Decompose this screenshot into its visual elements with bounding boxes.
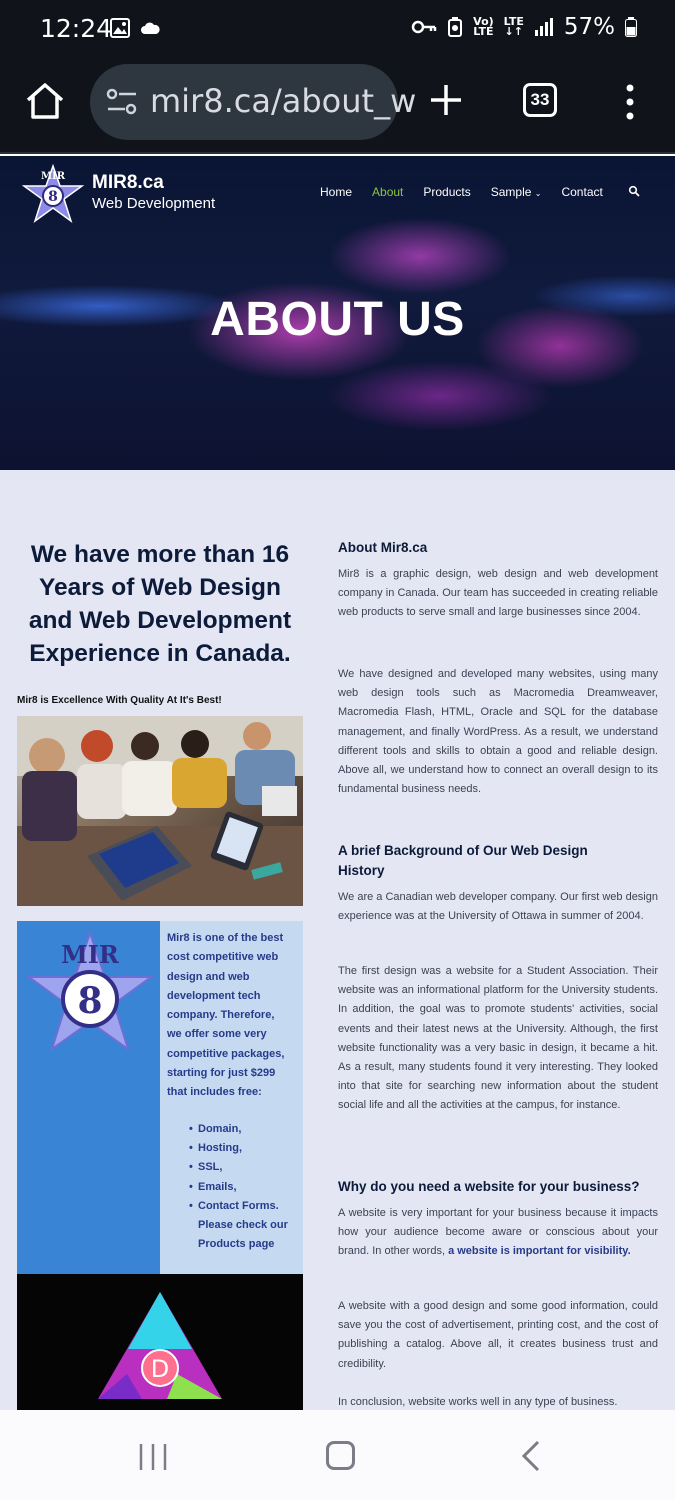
- search-icon[interactable]: [628, 185, 640, 197]
- nav-home[interactable]: Home: [320, 185, 353, 199]
- cloud-icon: [140, 21, 160, 35]
- team-photo: [17, 716, 303, 906]
- divi-logo-graphic: [17, 1274, 303, 1414]
- svg-text:8: 8: [48, 189, 58, 205]
- list-item: • Hosting,: [189, 1139, 296, 1158]
- recent-apps-icon[interactable]: [138, 1442, 168, 1472]
- svg-text:MIR: MIR: [40, 171, 66, 182]
- visibility-link[interactable]: a website is important for visibility.: [448, 1245, 631, 1258]
- svg-text:D: D: [150, 1355, 170, 1383]
- list-item: • Emails,: [189, 1178, 296, 1197]
- new-tab-icon[interactable]: [428, 82, 464, 118]
- hero-banner: [0, 156, 675, 470]
- site-nav: [320, 185, 623, 199]
- background-paragraph-2: The first design was a website for a Student Association. Their website was an informational platform for the University students. In addition, the goal was to promote students' activities, social events and their latest news at the University. Although, the first website functionality was a very basic in design, it became a hit. As a result, many students found it very interesting. They looked into that site for searching new information about the student social life and all the activities at the campus, for instance.: [338, 965, 658, 1112]
- about-paragraph-2: We have designed and developed many websites, using many web design tools such as Macromedia Dreamweaver, Macromedia Flash, HTML, Oracle and SQL for the database management, and finally WordPress. As a result, we understand different tools and skills to obtain a good and reliable design. Above all, we understand how to connect an overall design to its fundamental business needs.: [338, 668, 658, 796]
- system-nav-bar: [0, 1410, 675, 1500]
- nav-contact[interactable]: Contact: [561, 185, 603, 199]
- about-heading: About Mir8.ca: [338, 540, 428, 555]
- status-bar: [0, 0, 675, 58]
- data-saver-icon: [447, 17, 463, 37]
- team-photo-illustration: [17, 716, 303, 906]
- promo-text-panel: [160, 921, 303, 1274]
- status-left-icons: [110, 18, 160, 38]
- divi-logo-card: [17, 1274, 303, 1414]
- status-time: 12:24: [40, 14, 113, 43]
- key-icon: [411, 20, 437, 34]
- nav-about[interactable]: About: [372, 185, 404, 199]
- promo-description: Mir8 is one of the best cost competitive web design and web development tech company. Therefore, we offer some very competitive packages, starting for just $299 that includes free:: [167, 932, 285, 1099]
- mir8-star-logo: [25, 929, 155, 1059]
- experience-heading: We have more than 16 Years of Web Design and Web Development Experience in Canada.: [28, 541, 292, 667]
- brand-tagline: Web Development: [92, 195, 216, 212]
- main-content: [0, 470, 675, 1410]
- quality-tagline: Mir8 is Excellence With Quality At It's Best!: [17, 695, 222, 706]
- mir8-logo[interactable]: [22, 164, 84, 224]
- tab-switcher-button[interactable]: 33: [523, 83, 557, 117]
- promo-card: [17, 921, 303, 1274]
- background-heading: A brief Background of Our Web Design History: [338, 843, 588, 878]
- battery-icon: [625, 17, 637, 37]
- lte-indicator: LTE ↓↑: [503, 15, 524, 38]
- list-item: • Domain,: [189, 1120, 296, 1139]
- why-paragraph-2: A website with a good design and some good information, could save you the cost of advertisement, printing cost, and the cost of publishing a catalog. Above all, it creates business trust and credibility.: [338, 1300, 658, 1370]
- volte-indicator: Vo) LTE: [473, 15, 494, 38]
- promo-features-list: [189, 1120, 296, 1255]
- nav-products[interactable]: Products: [423, 185, 471, 199]
- svg-text:MIR: MIR: [61, 940, 119, 969]
- nav-sample[interactable]: Sample ⌄: [490, 185, 542, 199]
- browser-toolbar: [0, 58, 675, 154]
- back-icon[interactable]: [520, 1440, 542, 1472]
- signal-icon: [534, 18, 554, 36]
- more-options-icon[interactable]: [620, 82, 640, 122]
- page-title: ABOUT US: [210, 293, 465, 346]
- brand-name[interactable]: MIR8.ca: [92, 172, 164, 193]
- chevron-down-icon: ⌄: [534, 189, 542, 198]
- home-icon[interactable]: [24, 80, 66, 122]
- why-paragraph-3: In conclusion, website works well in any type of business.: [338, 1396, 618, 1408]
- status-right-icons: [411, 14, 637, 40]
- list-item: • Contact Forms. Please check our Products page: [189, 1197, 296, 1255]
- system-home-button[interactable]: [326, 1441, 355, 1470]
- why-heading: Why do you need a website for your business?: [338, 1179, 640, 1194]
- why-paragraph-1: A website is very important for your business because it impacts how your audience become aware or conscious about your brand. In other words, a website is important for visibility.: [338, 1207, 658, 1258]
- background-paragraph-1: We are a Canadian web developer company. Our first web design experience was at the University of Ottawa in summer of 2004.: [338, 891, 658, 923]
- list-item: • SSL,: [189, 1158, 296, 1177]
- gallery-icon: [110, 18, 130, 38]
- address-bar[interactable]: [90, 64, 417, 140]
- promo-logo-panel: [17, 921, 160, 1274]
- site-settings-icon[interactable]: [106, 88, 138, 116]
- url-text[interactable]: mir8.ca/about_w: [150, 82, 417, 120]
- svg-text:8: 8: [77, 980, 103, 1022]
- battery-percent: 57%: [563, 14, 615, 40]
- about-paragraph-1: Mir8 is a graphic design, web design and web development company in Canada. Our team has succeeded in creating reliable web products to serve small and large businesses since 2004.: [338, 568, 658, 619]
